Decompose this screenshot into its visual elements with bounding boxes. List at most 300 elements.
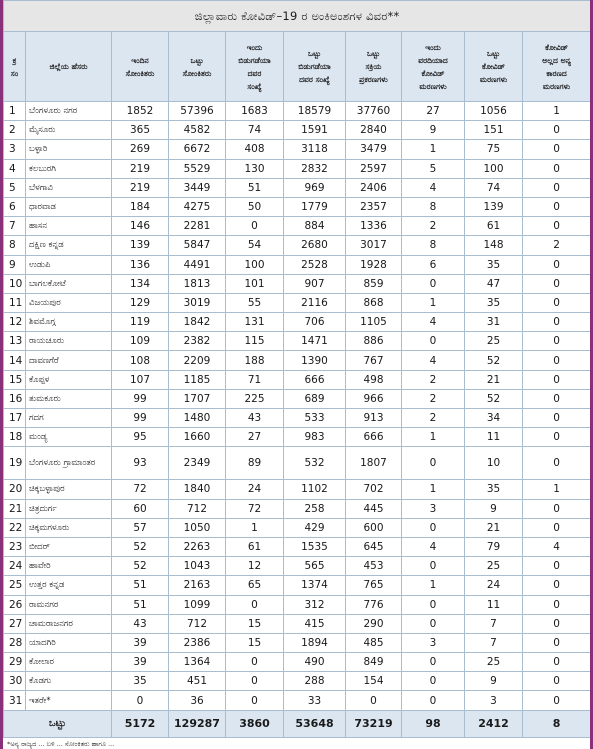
header-line: ಮರಣಗಳು bbox=[479, 75, 508, 84]
header-line: ಸೋಂಕಿತರು bbox=[125, 68, 155, 78]
cell-serial-number: 31 bbox=[4, 691, 26, 710]
cell-total-covid-deaths: 35 bbox=[465, 480, 523, 499]
cell-covid-deaths-today: 4 bbox=[402, 313, 465, 332]
table-row bbox=[4, 370, 591, 389]
table-row bbox=[4, 217, 591, 236]
cell-new-cases-today: 184 bbox=[112, 197, 169, 216]
cell-total-covid-deaths: 52 bbox=[465, 351, 523, 370]
cell-new-cases-today: 99 bbox=[112, 389, 169, 408]
cell-active-cases: 1105 bbox=[346, 313, 402, 332]
cell-total-discharged: 2680 bbox=[284, 236, 346, 255]
cell-discharged-today: 225 bbox=[226, 389, 284, 408]
cell-total-cases: 1043 bbox=[169, 557, 226, 576]
cell-non-covid-deaths: 0 bbox=[523, 409, 591, 428]
header-district-name bbox=[26, 32, 112, 102]
cell-total-covid-deaths: 25 bbox=[465, 653, 523, 672]
cell-total-covid-deaths: 79 bbox=[465, 537, 523, 556]
cell-total-cases: 57396 bbox=[169, 102, 226, 121]
cell-district-name: ಕೊಡಗು bbox=[26, 672, 112, 691]
cell-discharged-today: 408 bbox=[226, 140, 284, 159]
cell-non-covid-deaths: 0 bbox=[523, 557, 591, 576]
cell-total-cases: 2209 bbox=[169, 351, 226, 370]
cell-discharged-today: 100 bbox=[226, 255, 284, 274]
header-covid-deaths-today bbox=[402, 32, 465, 102]
cell-total-cases: 3449 bbox=[169, 178, 226, 197]
cell-district-name: ಧಾರವಾಡ bbox=[26, 197, 112, 216]
cell-serial-number: 29 bbox=[4, 653, 26, 672]
cell-discharged-today: 61 bbox=[226, 537, 284, 556]
cell-active-cases: 154 bbox=[346, 672, 402, 691]
cell-covid-deaths-today: 0 bbox=[402, 518, 465, 537]
cell-total-discharged: 1374 bbox=[284, 576, 346, 595]
header-line: ಸಂಖ್ಯೆ bbox=[247, 81, 262, 91]
header-line: ಒಟ್ಟು bbox=[366, 49, 381, 58]
cell-discharged-today: 1683 bbox=[226, 102, 284, 121]
cell-active-cases: 2597 bbox=[346, 159, 402, 178]
cell-serial-number: 9 bbox=[4, 255, 26, 274]
header-line: ಕೋವಿಡ್ bbox=[545, 42, 569, 52]
cell-non-covid-deaths: 0 bbox=[523, 518, 591, 537]
cell-district-name: ಉತ್ತರ ಕನ್ನಡ bbox=[26, 576, 112, 595]
cell-active-cases: 0 bbox=[346, 691, 402, 710]
header-line: ಒಟ್ಟು bbox=[190, 55, 204, 65]
cell-total-cases: 4275 bbox=[169, 197, 226, 216]
district-covid-table bbox=[3, 0, 590, 738]
cell-total-covid-deaths: 11 bbox=[465, 428, 523, 447]
cell-total-covid-deaths: 3 bbox=[465, 691, 523, 710]
cell-covid-deaths-today: 0 bbox=[402, 653, 465, 672]
cell-serial-number: 17 bbox=[4, 409, 26, 428]
cell-non-covid-deaths: 2 bbox=[523, 236, 591, 255]
header-line: ಜಿಲ್ಲೆಯ ಹೆಸರು bbox=[49, 62, 88, 71]
table-row bbox=[4, 428, 591, 447]
cell-active-cases: 776 bbox=[346, 595, 402, 614]
header-line: ಕ್ರ bbox=[12, 55, 17, 65]
header-discharged-today bbox=[226, 32, 284, 102]
cell-covid-deaths-today: 6 bbox=[402, 255, 465, 274]
cell-covid-deaths-today: 0 bbox=[402, 274, 465, 293]
cell-new-cases-today: 52 bbox=[112, 537, 169, 556]
cell-serial-number: 5 bbox=[4, 178, 26, 197]
cell-non-covid-deaths: 0 bbox=[523, 499, 591, 518]
cell-district-name: ಮಂಡ್ಯ bbox=[26, 428, 112, 447]
cell-district-name: ವಿಜಯಪುರ bbox=[26, 293, 112, 312]
cell-new-cases-today: 95 bbox=[112, 428, 169, 447]
cell-new-cases-today: 146 bbox=[112, 217, 169, 236]
cell-non-covid-deaths: 0 bbox=[523, 576, 591, 595]
cell-non-covid-deaths: 0 bbox=[523, 672, 591, 691]
cell-active-cases: 37760 bbox=[346, 102, 402, 121]
cell-district-name: ಕಲಬುರಗಿ bbox=[26, 159, 112, 178]
cell-non-covid-deaths: 0 bbox=[523, 691, 591, 710]
cell-covid-deaths-today: 0 bbox=[402, 447, 465, 480]
header-line: ದವರ ಸಂಖ್ಯೆ bbox=[299, 75, 330, 84]
cell-discharged-today: 89 bbox=[226, 447, 284, 480]
header-line: ವರದಿಯಾದ bbox=[418, 55, 448, 65]
cell-district-name: ಚಾಮರಾಜನಗರ bbox=[26, 614, 112, 633]
cell-discharged-today: 24 bbox=[226, 480, 284, 499]
table-row bbox=[4, 480, 591, 499]
cell-district-name: ಕೊಪ್ಪಳ bbox=[26, 370, 112, 389]
cell-total-discharged: 490 bbox=[284, 653, 346, 672]
cell-total-cases: 4582 bbox=[169, 121, 226, 140]
cell-discharged-today: 54 bbox=[226, 236, 284, 255]
header-line: ಮರಣಗಳು bbox=[419, 81, 447, 91]
header-active-cases bbox=[346, 32, 402, 102]
cell-non-covid-deaths: 0 bbox=[523, 428, 591, 447]
header-non-covid-deaths bbox=[523, 32, 591, 102]
cell-district-name: ದಕ್ಷಿಣ ಕನ್ನಡ bbox=[26, 236, 112, 255]
cell-district-name: ಶಿವಮೊಗ್ಗ bbox=[26, 313, 112, 332]
table-row bbox=[4, 178, 591, 197]
cell-serial-number: 3 bbox=[4, 140, 26, 159]
cell-active-cases: 1807 bbox=[346, 447, 402, 480]
cell-new-cases-today: 51 bbox=[112, 576, 169, 595]
cell-total-cases: 712 bbox=[169, 499, 226, 518]
table-row bbox=[4, 672, 591, 691]
cell-total-cases: 451 bbox=[169, 672, 226, 691]
cell-total-cases: 712 bbox=[169, 614, 226, 633]
cell-covid-deaths-today: 1 bbox=[402, 140, 465, 159]
cell-active-cases: 868 bbox=[346, 293, 402, 312]
cell-total-cases: 1813 bbox=[169, 274, 226, 293]
cell-covid-deaths-today: 8 bbox=[402, 236, 465, 255]
cell-new-cases-today: 43 bbox=[112, 614, 169, 633]
cell-discharged-today: 55 bbox=[226, 293, 284, 312]
cell-total-covid-deaths: 139 bbox=[465, 197, 523, 216]
cell-active-cases: 645 bbox=[346, 537, 402, 556]
cell-active-cases: 2406 bbox=[346, 178, 402, 197]
cell-serial-number: 4 bbox=[4, 159, 26, 178]
cell-active-cases: 600 bbox=[346, 518, 402, 537]
cell-district-name: ಬೀದರ್ bbox=[26, 537, 112, 556]
cell-total-cases: 5529 bbox=[169, 159, 226, 178]
total-total-covid-deaths: 2412 bbox=[465, 710, 523, 737]
total-new-cases-today: 5172 bbox=[112, 710, 169, 737]
cell-total-covid-deaths: 21 bbox=[465, 518, 523, 537]
cell-non-covid-deaths: 0 bbox=[523, 389, 591, 408]
cell-district-name: ದಾವಣಗೆರೆ bbox=[26, 351, 112, 370]
cell-discharged-today: 188 bbox=[226, 351, 284, 370]
cell-serial-number: 24 bbox=[4, 557, 26, 576]
cell-total-covid-deaths: 11 bbox=[465, 595, 523, 614]
total-total-discharged: 53648 bbox=[284, 710, 346, 737]
cell-non-covid-deaths: 0 bbox=[523, 370, 591, 389]
cell-active-cases: 849 bbox=[346, 653, 402, 672]
cell-total-cases: 5847 bbox=[169, 236, 226, 255]
cell-covid-deaths-today: 4 bbox=[402, 537, 465, 556]
cell-active-cases: 2357 bbox=[346, 197, 402, 216]
cell-total-covid-deaths: 31 bbox=[465, 313, 523, 332]
cell-covid-deaths-today: 4 bbox=[402, 351, 465, 370]
cell-covid-deaths-today: 1 bbox=[402, 576, 465, 595]
cell-total-discharged: 533 bbox=[284, 409, 346, 428]
cell-covid-deaths-today: 0 bbox=[402, 332, 465, 351]
cell-district-name: ಬೆಳಗಾವಿ bbox=[26, 178, 112, 197]
cell-total-discharged: 666 bbox=[284, 370, 346, 389]
cell-non-covid-deaths: 0 bbox=[523, 159, 591, 178]
cell-new-cases-today: 39 bbox=[112, 633, 169, 652]
cell-total-discharged: 1102 bbox=[284, 480, 346, 499]
header-line: ಮರಣಗಳು bbox=[542, 81, 571, 91]
cell-active-cases: 913 bbox=[346, 409, 402, 428]
cell-district-name: ಮೈಸೂರು bbox=[26, 121, 112, 140]
header-line: ಒಟ್ಟು bbox=[307, 49, 322, 58]
cell-total-discharged: 258 bbox=[284, 499, 346, 518]
cell-district-name: ರಾಯಚೂರು bbox=[26, 332, 112, 351]
cell-discharged-today: 74 bbox=[226, 121, 284, 140]
cell-covid-deaths-today: 4 bbox=[402, 178, 465, 197]
cell-new-cases-today: 72 bbox=[112, 480, 169, 499]
cell-discharged-today: 101 bbox=[226, 274, 284, 293]
column-headers bbox=[4, 32, 591, 102]
cell-total-covid-deaths: 35 bbox=[465, 255, 523, 274]
footnote: *ಅನ್ಯ ರಾಜ್ಯದ ... ಬಳಿ ... ಸೋಂಕಿತರು ಹಾಗೂ ... bbox=[7, 740, 115, 748]
cell-total-covid-deaths: 24 bbox=[465, 576, 523, 595]
header-total-cases bbox=[169, 32, 226, 102]
cell-total-cases: 3019 bbox=[169, 293, 226, 312]
cell-non-covid-deaths: 0 bbox=[523, 332, 591, 351]
cell-covid-deaths-today: 5 bbox=[402, 159, 465, 178]
cell-total-discharged: 2116 bbox=[284, 293, 346, 312]
table-row bbox=[4, 389, 591, 408]
cell-district-name: ತುಮಕೂರು bbox=[26, 389, 112, 408]
cell-total-cases: 1099 bbox=[169, 595, 226, 614]
cell-discharged-today: 0 bbox=[226, 653, 284, 672]
cell-non-covid-deaths: 0 bbox=[523, 447, 591, 480]
cell-total-covid-deaths: 47 bbox=[465, 274, 523, 293]
cell-total-cases: 2263 bbox=[169, 537, 226, 556]
cell-active-cases: 966 bbox=[346, 389, 402, 408]
cell-total-discharged: 415 bbox=[284, 614, 346, 633]
cell-non-covid-deaths: 0 bbox=[523, 178, 591, 197]
table-row bbox=[4, 332, 591, 351]
cell-active-cases: 767 bbox=[346, 351, 402, 370]
cell-serial-number: 18 bbox=[4, 428, 26, 447]
cell-discharged-today: 0 bbox=[226, 217, 284, 236]
cell-serial-number: 23 bbox=[4, 537, 26, 556]
cell-non-covid-deaths: 0 bbox=[523, 217, 591, 236]
cell-total-covid-deaths: 10 bbox=[465, 447, 523, 480]
cell-total-covid-deaths: 75 bbox=[465, 140, 523, 159]
cell-total-cases: 2163 bbox=[169, 576, 226, 595]
cell-total-cases: 1660 bbox=[169, 428, 226, 447]
table-row bbox=[4, 197, 591, 216]
cell-discharged-today: 65 bbox=[226, 576, 284, 595]
cell-total-discharged: 312 bbox=[284, 595, 346, 614]
cell-covid-deaths-today: 1 bbox=[402, 480, 465, 499]
cell-covid-deaths-today: 8 bbox=[402, 197, 465, 216]
cell-discharged-today: 51 bbox=[226, 178, 284, 197]
cell-active-cases: 3017 bbox=[346, 236, 402, 255]
cell-district-name: ಚಿಕ್ಕಬಳ್ಳಾಪುರ bbox=[26, 480, 112, 499]
cell-serial-number: 8 bbox=[4, 236, 26, 255]
cell-total-covid-deaths: 35 bbox=[465, 293, 523, 312]
cell-total-cases: 1842 bbox=[169, 313, 226, 332]
district-rows bbox=[4, 102, 591, 711]
cell-discharged-today: 0 bbox=[226, 691, 284, 710]
cell-total-covid-deaths: 9 bbox=[465, 499, 523, 518]
table-row bbox=[4, 351, 591, 370]
cell-active-cases: 498 bbox=[346, 370, 402, 389]
cell-serial-number: 20 bbox=[4, 480, 26, 499]
cell-new-cases-today: 57 bbox=[112, 518, 169, 537]
cell-non-covid-deaths: 0 bbox=[523, 140, 591, 159]
cell-non-covid-deaths: 4 bbox=[523, 537, 591, 556]
table-row bbox=[4, 614, 591, 633]
cell-active-cases: 702 bbox=[346, 480, 402, 499]
cell-total-covid-deaths: 34 bbox=[465, 409, 523, 428]
cell-discharged-today: 15 bbox=[226, 633, 284, 652]
cell-total-discharged: 1471 bbox=[284, 332, 346, 351]
cell-new-cases-today: 219 bbox=[112, 178, 169, 197]
cell-serial-number: 16 bbox=[4, 389, 26, 408]
cell-total-cases: 1050 bbox=[169, 518, 226, 537]
cell-new-cases-today: 365 bbox=[112, 121, 169, 140]
cell-discharged-today: 0 bbox=[226, 595, 284, 614]
cell-total-cases: 6672 bbox=[169, 140, 226, 159]
cell-active-cases: 2840 bbox=[346, 121, 402, 140]
cell-total-discharged: 983 bbox=[284, 428, 346, 447]
total-active-cases: 73219 bbox=[346, 710, 402, 737]
cell-covid-deaths-today: 3 bbox=[402, 499, 465, 518]
totals-label: ಒಟ್ಟು bbox=[4, 710, 112, 737]
cell-district-name: ಬೆಂಗಳೂರು ನಗರ bbox=[26, 102, 112, 121]
table-row bbox=[4, 595, 591, 614]
header-line: ಇಂದು bbox=[246, 42, 263, 52]
cell-non-covid-deaths: 0 bbox=[523, 313, 591, 332]
cell-discharged-today: 131 bbox=[226, 313, 284, 332]
header-line: ಬಿಡುಗಡೆಯಾ bbox=[298, 62, 331, 71]
cell-district-name: ಬೆಂಗಳೂರು ಗ್ರಾಮಾಂತರ bbox=[26, 447, 112, 480]
cell-total-cases: 1185 bbox=[169, 370, 226, 389]
cell-serial-number: 19 bbox=[4, 447, 26, 480]
cell-total-cases: 2281 bbox=[169, 217, 226, 236]
cell-district-name: ಉಡುಪಿ bbox=[26, 255, 112, 274]
table-row bbox=[4, 447, 591, 480]
cell-discharged-today: 71 bbox=[226, 370, 284, 389]
table-row bbox=[4, 409, 591, 428]
cell-active-cases: 886 bbox=[346, 332, 402, 351]
cell-new-cases-today: 39 bbox=[112, 653, 169, 672]
table-row bbox=[4, 691, 591, 710]
totals-row bbox=[4, 710, 591, 737]
cell-district-name: ಹಾವೇರಿ bbox=[26, 557, 112, 576]
total-covid-deaths-today: 98 bbox=[402, 710, 465, 737]
cell-new-cases-today: 108 bbox=[112, 351, 169, 370]
table-row bbox=[4, 313, 591, 332]
cell-covid-deaths-today: 0 bbox=[402, 691, 465, 710]
cell-new-cases-today: 51 bbox=[112, 595, 169, 614]
cell-total-cases: 2382 bbox=[169, 332, 226, 351]
cell-total-discharged: 3118 bbox=[284, 140, 346, 159]
cell-discharged-today: 12 bbox=[226, 557, 284, 576]
cell-total-discharged: 288 bbox=[284, 672, 346, 691]
cell-total-discharged: 969 bbox=[284, 178, 346, 197]
header-line: ಸೋಂಕಿತರು bbox=[182, 68, 212, 78]
cell-new-cases-today: 269 bbox=[112, 140, 169, 159]
cell-total-discharged: 1390 bbox=[284, 351, 346, 370]
cell-district-name: ಯಾದಗಿರಿ bbox=[26, 633, 112, 652]
cell-non-covid-deaths: 0 bbox=[523, 595, 591, 614]
table-row bbox=[4, 518, 591, 537]
cell-new-cases-today: 107 bbox=[112, 370, 169, 389]
cell-total-cases: 2349 bbox=[169, 447, 226, 480]
cell-non-covid-deaths: 0 bbox=[523, 614, 591, 633]
header-line: ಇಂದಿನ bbox=[131, 55, 149, 65]
covid-stats-sheet bbox=[3, 0, 590, 749]
cell-active-cases: 765 bbox=[346, 576, 402, 595]
header-line: ಬಿಡುಗಡೆಯಾ bbox=[238, 55, 271, 65]
cell-serial-number: 11 bbox=[4, 293, 26, 312]
table-row bbox=[4, 499, 591, 518]
total-discharged-today: 3860 bbox=[226, 710, 284, 737]
cell-serial-number: 2 bbox=[4, 121, 26, 140]
cell-active-cases: 445 bbox=[346, 499, 402, 518]
cell-discharged-today: 43 bbox=[226, 409, 284, 428]
cell-new-cases-today: 119 bbox=[112, 313, 169, 332]
cell-district-name: ರಾಮನಗರ bbox=[26, 595, 112, 614]
cell-active-cases: 1336 bbox=[346, 217, 402, 236]
cell-serial-number: 27 bbox=[4, 614, 26, 633]
table-row bbox=[4, 121, 591, 140]
cell-new-cases-today: 219 bbox=[112, 159, 169, 178]
cell-total-discharged: 689 bbox=[284, 389, 346, 408]
header-line: ಒಟ್ಟು bbox=[486, 49, 501, 58]
table-row bbox=[4, 140, 591, 159]
cell-total-cases: 1364 bbox=[169, 653, 226, 672]
cell-total-discharged: 1535 bbox=[284, 537, 346, 556]
cell-total-cases: 1707 bbox=[169, 389, 226, 408]
cell-discharged-today: 115 bbox=[226, 332, 284, 351]
cell-non-covid-deaths: 1 bbox=[523, 480, 591, 499]
cell-non-covid-deaths: 0 bbox=[523, 351, 591, 370]
cell-serial-number: 12 bbox=[4, 313, 26, 332]
cell-discharged-today: 130 bbox=[226, 159, 284, 178]
cell-covid-deaths-today: 0 bbox=[402, 557, 465, 576]
cell-active-cases: 290 bbox=[346, 614, 402, 633]
cell-covid-deaths-today: 0 bbox=[402, 672, 465, 691]
cell-covid-deaths-today: 2 bbox=[402, 409, 465, 428]
cell-serial-number: 25 bbox=[4, 576, 26, 595]
cell-total-discharged: 2528 bbox=[284, 255, 346, 274]
cell-total-discharged: 2832 bbox=[284, 159, 346, 178]
cell-total-covid-deaths: 151 bbox=[465, 121, 523, 140]
header-serial-number bbox=[4, 32, 26, 102]
cell-total-covid-deaths: 52 bbox=[465, 389, 523, 408]
cell-new-cases-today: 60 bbox=[112, 499, 169, 518]
cell-active-cases: 666 bbox=[346, 428, 402, 447]
table-row bbox=[4, 274, 591, 293]
cell-serial-number: 6 bbox=[4, 197, 26, 216]
cell-total-covid-deaths: 25 bbox=[465, 332, 523, 351]
cell-district-name: ಹಾಸನ bbox=[26, 217, 112, 236]
cell-total-covid-deaths: 21 bbox=[465, 370, 523, 389]
table-row bbox=[4, 557, 591, 576]
table-row bbox=[4, 633, 591, 652]
cell-new-cases-today: 35 bbox=[112, 672, 169, 691]
cell-active-cases: 453 bbox=[346, 557, 402, 576]
cell-new-cases-today: 136 bbox=[112, 255, 169, 274]
header-total-covid-deaths bbox=[465, 32, 523, 102]
cell-serial-number: 30 bbox=[4, 672, 26, 691]
table-title: ಜಿಲ್ಲಾವಾರು ಕೋವಿಡ್–19 ರ ಅಂಕಿಅಂಶಗಳ ವಿವರ** bbox=[4, 1, 591, 32]
cell-total-cases: 36 bbox=[169, 691, 226, 710]
cell-non-covid-deaths: 0 bbox=[523, 293, 591, 312]
cell-serial-number: 28 bbox=[4, 633, 26, 652]
header-line: ಇಂದು bbox=[425, 42, 441, 52]
cell-non-covid-deaths: 0 bbox=[523, 633, 591, 652]
